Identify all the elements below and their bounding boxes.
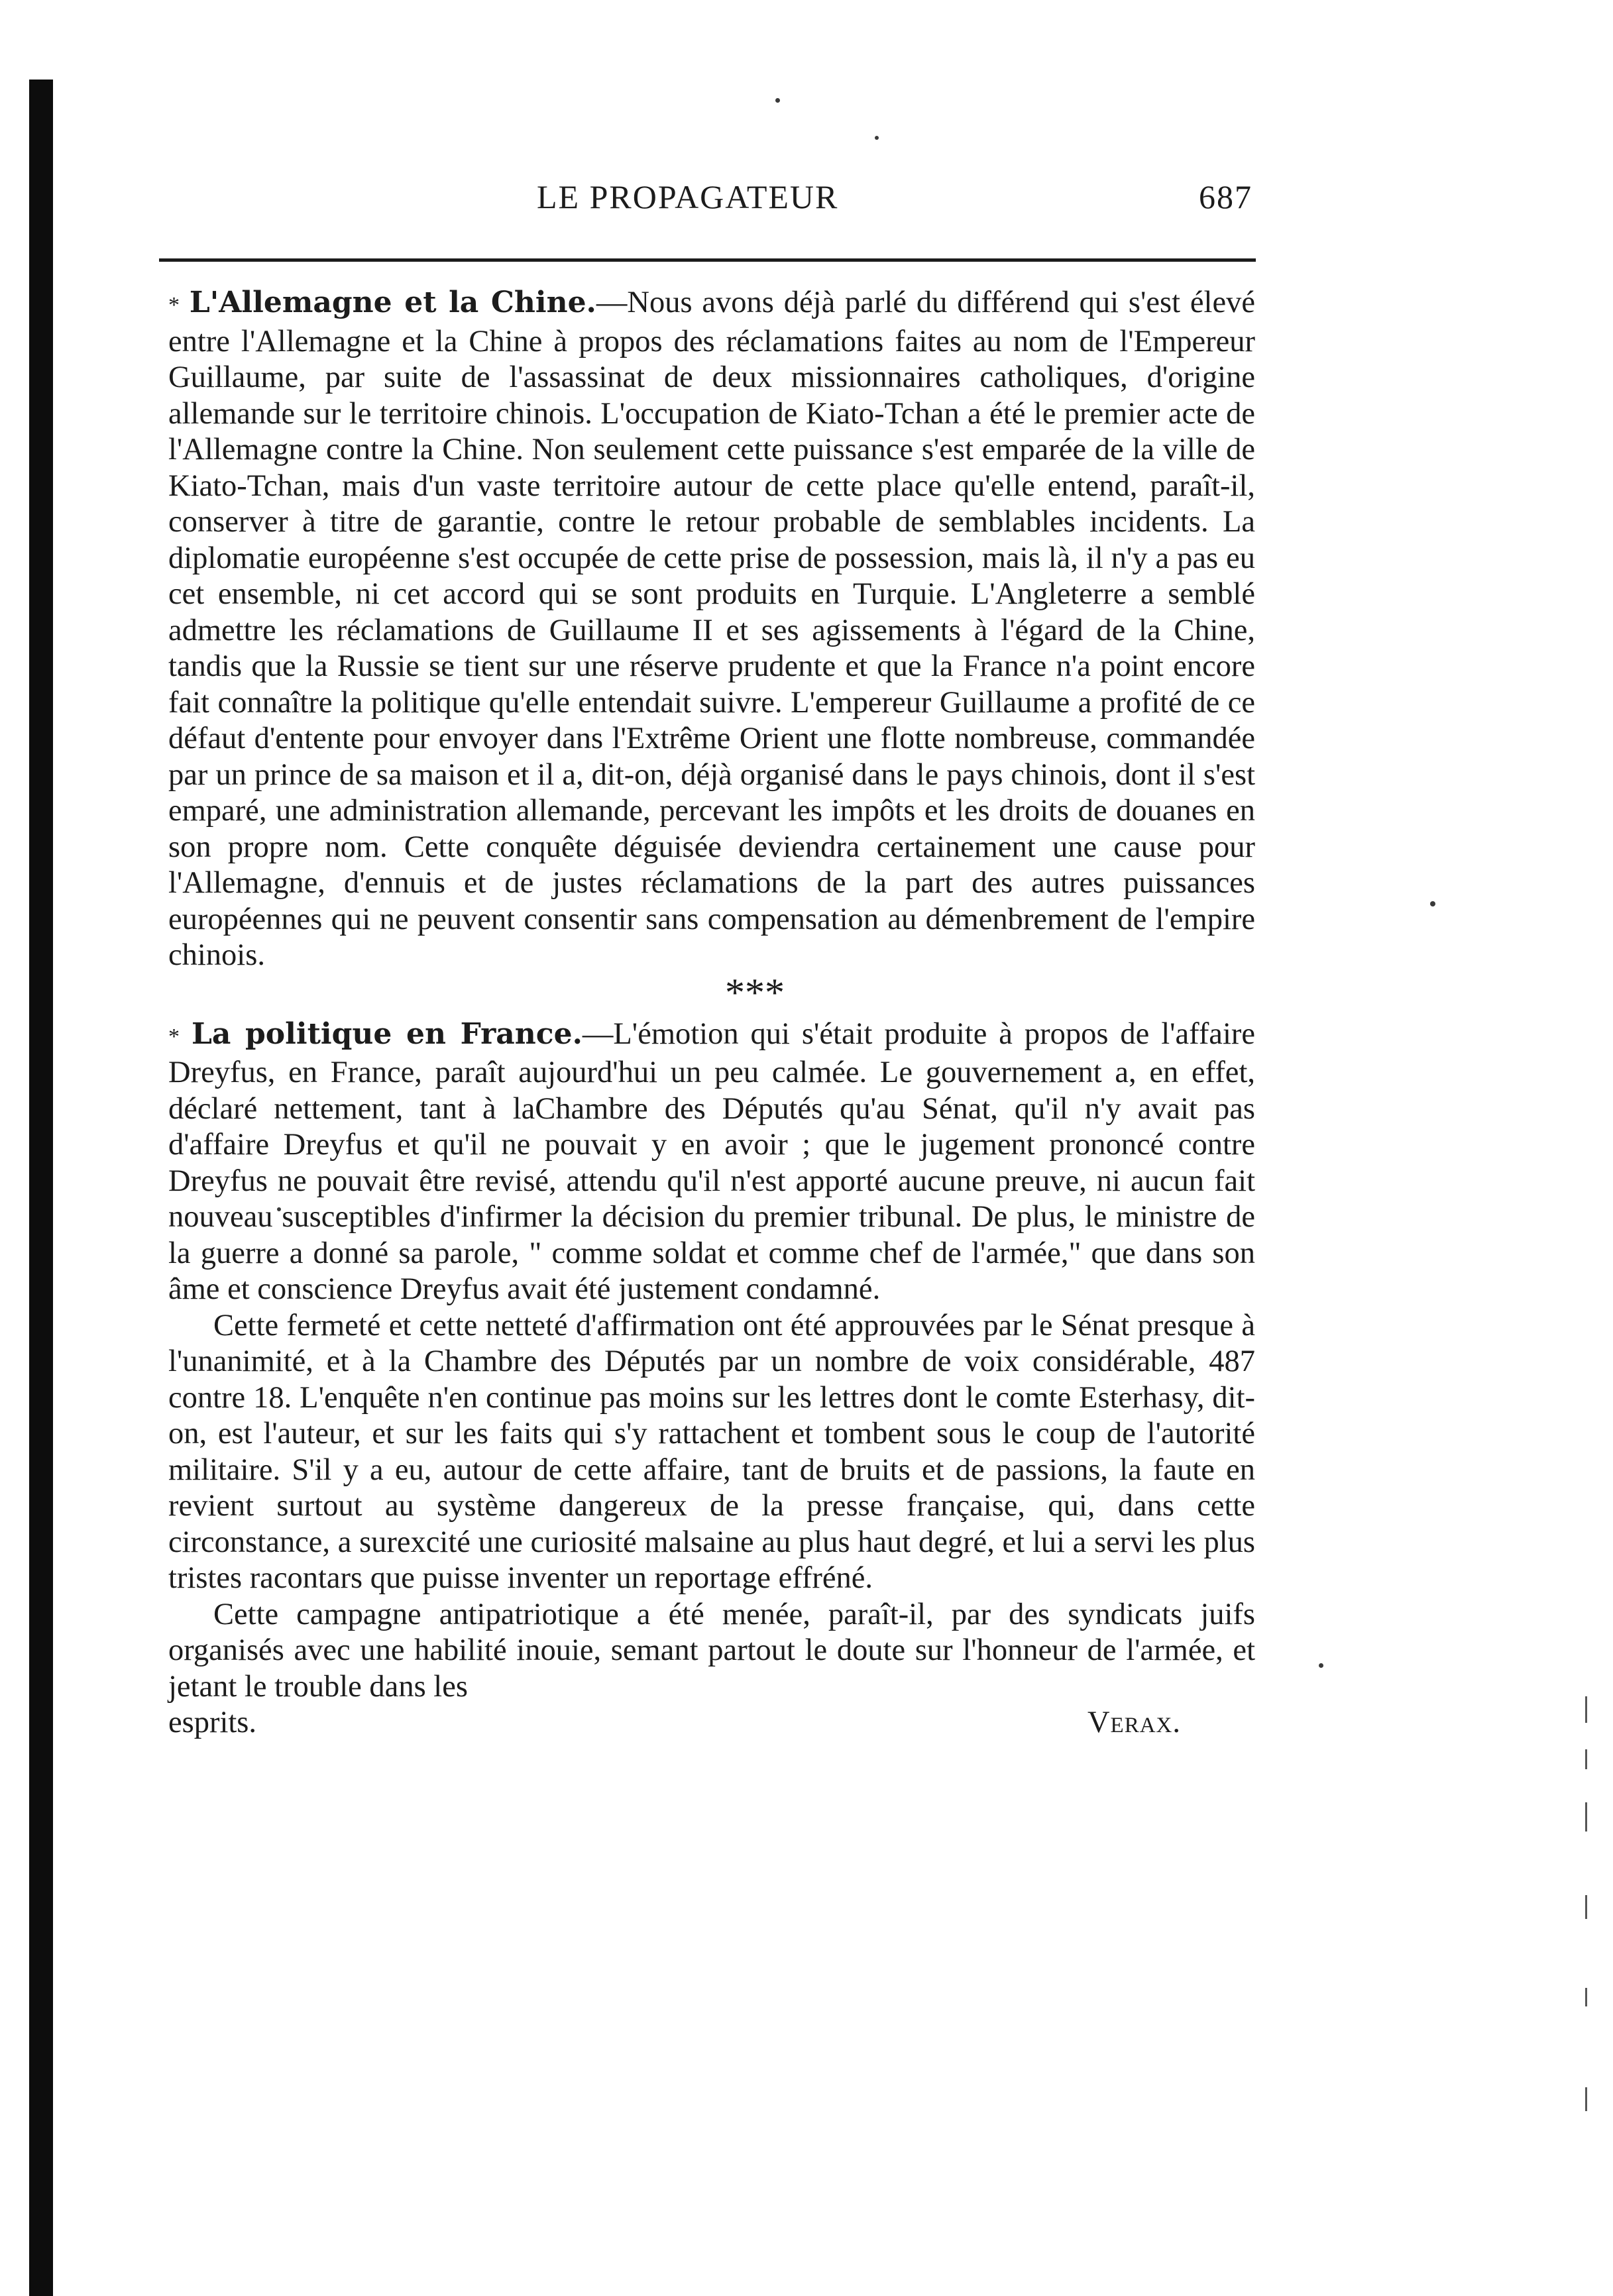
page-number: 687 [1199,178,1252,215]
section-title: L'Allemagne et la Chine. [189,286,596,319]
running-title: LE PROPAGATEUR [537,178,839,215]
scan-speck [1430,901,1435,906]
book-spine-shadow [29,80,53,2296]
section-text: —Nous avons déjà parlé du différend qui s'est élevé entre l'Allemagne et la Chine à propos des réclamations faites au nom de l'Empereur Guillaume, par suite de l'assassinat de deux missionnaires catholiques, d'origine allemande sur le territoire chinois. L'occupation de Kiato-Tchan a été le premier acte de l'Allemagne contre la Chine. Non seulement cette puissance s'est emparée de la ville de Kiato-Tchan, mais d'un vaste territoire autour de cette place qu'elle entend, paraît-il, conserver à titre de garantie, contre le retour probable de semblables incidents. La diplomatie européenne s'est occupée de cette prise de possession, mais là, il n'y a pas eu cet ensemble, ni cet accord qui se sont produits en Turquie. L'Angleterre a semblé admettre les réclamations de Guillaume II et ses agissements à l'égard de la Chine, tandis que la Russie se tient sur une réserve prudente et que la France n'a point encore fait connaître la politique qu'elle entendait suivre. L'empereur Guillaume a profité de ce défaut d'entente pour envoyer dans l'Extrême Orient une flotte nombreuse, commandée par un prince de sa maison et il a, dit-on, déjà organisé dans le pays chinois, dont il s'est emparé, une administration allemande, percevant les impôts et les droits de douanes en son propre nom. Cette conquête déguisée deviendra certainement une cause pour l'Allemagne, d'ennuis et de justes réclamations de la part des autres puissances européennes qui ne peuvent consentir sans compensation au démenbrement de l'empire chinois. [168,286,1255,972]
paragraph: Cette fermeté et cette netteté d'affirmation ont été approuvées par le Sénat presque à l'unanimité, et à la Chambre des Députés par un nombre de voix considérable, 487 contre 18. L'enquête n'en continue pas moins sur les lettres dont le comte Esterhasy, dit-on, est l'auteur, et sur les faits qui s'y rattachent et tombent sous le coup de l'autorité militaire. S'il y a eu, autour de cette affaire, tant de bruits et de passions, la faute en revient surtout au système dangereux de la presse française, qui, dans cette circonstance, a surexcité une curiosité malsaine au plus haut degré, et lui a servi les plus tristes racontars que puisse inventer un reportage effréné. [168,1308,1255,1595]
article-body [168,285,1255,1741]
scan-edge-mark [1585,1802,1587,1831]
scan-speck [1319,1663,1323,1668]
scan-speck [875,136,879,140]
closing-line [168,1705,1255,1741]
paragraph: Cette campagne antipatriotique a été menée, paraît-il, par des syndicats juifs organisés avec une habilité inouie, semant partout le doute sur l'honneur de l'armée, et jetant le trouble dans les [168,1597,1255,1704]
section-allemagne-chine [168,285,1255,974]
scan-edge-mark [1585,1749,1587,1769]
author-signature: Verax. [1087,1706,1181,1739]
scan-edge-mark [1585,1696,1587,1723]
header-rule [159,258,1256,262]
section-title: La politique en France. [191,1016,583,1051]
scan-edge-mark [1585,1988,1587,2006]
closing-word: esprits. [168,1706,257,1739]
asterism-separator: *** [725,970,785,1014]
scan-edge-mark [1585,1895,1587,1919]
scan-speck [775,98,780,103]
scan-edge-mark [1585,2087,1587,2111]
asterism-icon: * [168,1024,180,1049]
page-header [172,178,1252,217]
section-politique-france [168,1016,1255,1308]
asterism-icon: * [168,293,180,317]
paragraph: —L'émotion qui s'était produite à propos de l'affaire Dreyfus, en France, paraît aujourd'hui un peu calmée. Le gouvernement a, en effet, déclaré nettement, tant à laChambre des Députés qu'au Sénat, qu'il n'y avait pas d'affaire Dreyfus et qu'il ne pouvait y en avoir ; que le jugement prononcé contre Dreyfus ne pouvait être revisé, attendu qu'il n'est apporté aucune preuve, ni aucun fait nouveau susceptibles d'infirmer la décision du premier tribunal. De plus, le ministre de la guerre a donné sa parole, " comme soldat et comme chef de l'armée," que dans son âme et conscience Dreyfus avait été justement condamné. [168,1016,1255,1306]
